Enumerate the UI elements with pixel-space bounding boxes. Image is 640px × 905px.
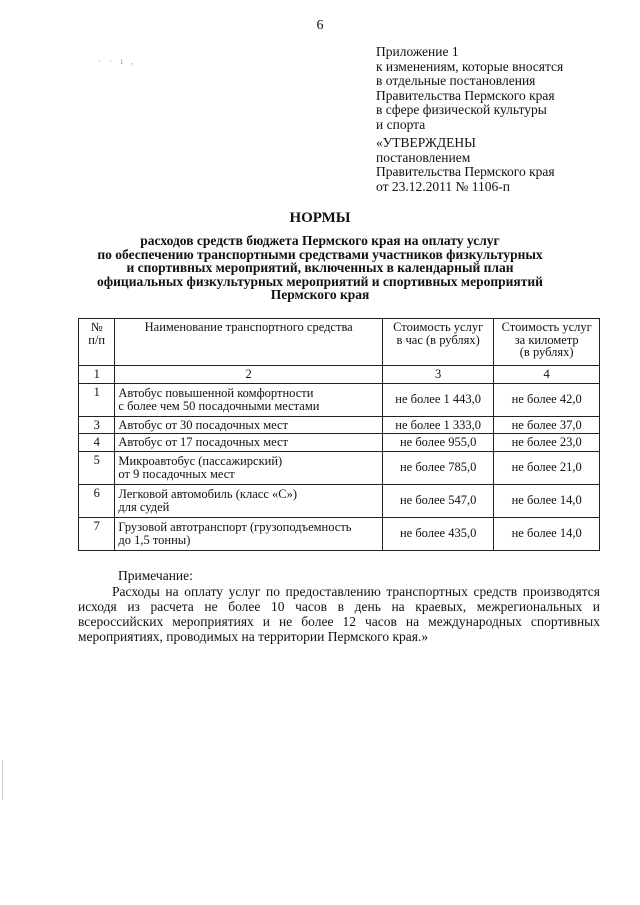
- km-cost-cell: не более 21,0: [494, 451, 600, 484]
- km-cost-cell: не более 42,0: [494, 383, 600, 416]
- scan-margin-mark: [2, 760, 3, 800]
- document-subtitle: [70, 234, 570, 302]
- vehicle-name-line: с более чем 50 посадочными местами: [118, 398, 320, 413]
- header-num-line: п/п: [88, 332, 106, 347]
- hour-cost-cell: не более 1 443,0: [382, 383, 493, 416]
- vehicle-name-cell: [115, 416, 383, 434]
- vehicle-name-cell: [115, 434, 383, 452]
- appendix-line: Приложение 1: [376, 44, 459, 59]
- km-cost-cell: не более 14,0: [494, 517, 600, 550]
- table-row: [79, 484, 600, 517]
- appendix-line: в отдельные постановления: [376, 73, 536, 88]
- header-km-line: за километр: [514, 332, 579, 347]
- vehicle-name-cell: [115, 484, 383, 517]
- vehicle-name-line: для судей: [118, 499, 170, 514]
- vehicle-name-cell: [115, 383, 383, 416]
- header-km-line: (в рублях): [519, 345, 574, 359]
- table-row: [79, 451, 600, 484]
- scan-specks: · · ı ,: [98, 56, 137, 66]
- hour-cost-cell: не более 785,0: [382, 451, 493, 484]
- header-hour-line: Стоимость услуг: [393, 320, 484, 334]
- appendix-line: Правительства Пермского края: [376, 87, 555, 103]
- table-row: [79, 383, 600, 416]
- table-row: [79, 416, 600, 434]
- subtitle-line: официальных физкультурных мероприятий и спортивных мероприятий: [97, 273, 543, 289]
- vehicle-name-line: Автобус повышенной комфортности: [118, 386, 314, 400]
- note-text: Расходы на оплату услуг по предоставлению транспортных средств производятся исходя из расчета не более 10 часов в день на краевых, межрегиональных и всероссийских мероприятиях и не более 12 часов на международных спортивных мероприятиях, проводимых на территории Пермского края.»: [78, 584, 600, 644]
- table-row: [79, 517, 600, 550]
- table-row: [79, 434, 600, 452]
- appendix-line: в сфере физической культуры: [376, 102, 547, 117]
- appendix-line: и спорта: [376, 116, 426, 132]
- row-number-cell: 1: [79, 383, 115, 416]
- vehicle-name-line: до 1,5 тонны): [118, 532, 191, 547]
- approval-line: постановлением: [376, 149, 471, 165]
- header-num: [79, 319, 115, 366]
- index-cell: 3: [382, 366, 493, 384]
- approval-block: [376, 136, 626, 194]
- subtitle-line: Пермского края: [270, 287, 370, 302]
- vehicle-name-line: Грузовой автотранспорт (грузоподъемность: [118, 520, 352, 534]
- vehicle-name-line: Легковой автомобиль (класс «С»): [118, 487, 297, 501]
- approval-line: Правительства Пермского края: [376, 164, 555, 179]
- row-number-cell: 7: [79, 517, 115, 550]
- note-heading: Примечание:: [118, 568, 193, 583]
- subtitle-line: расходов средств бюджета Пермского края на оплату услуг: [140, 233, 500, 248]
- header-hour-line: в час (в рублях): [396, 332, 480, 347]
- header-hour-cost: [382, 319, 493, 366]
- hour-cost-cell: не более 1 333,0: [382, 416, 493, 434]
- index-cell: 1: [79, 366, 115, 384]
- page-number: 6: [316, 18, 324, 33]
- header-name: [115, 319, 383, 366]
- row-number-cell: 3: [79, 416, 115, 434]
- row-number-cell: 4: [79, 434, 115, 452]
- row-number-cell: 5: [79, 451, 115, 484]
- norms-table: [78, 318, 600, 551]
- subtitle-line: по обеспечению транспортными средствами участников физкультурных: [97, 246, 543, 262]
- subtitle-line: и спортивных мероприятий, включенных в календарный план: [126, 260, 514, 275]
- vehicle-name-line: от 9 посадочных мест: [118, 466, 235, 481]
- appendix-line: к изменениям, которые вносятся: [376, 58, 564, 74]
- km-cost-cell: не более 37,0: [494, 416, 600, 434]
- header-num-line: №: [90, 320, 103, 334]
- km-cost-cell: не более 14,0: [494, 484, 600, 517]
- document-title: НОРМЫ: [289, 210, 351, 226]
- table-header-row: [79, 319, 600, 366]
- approval-line: «УТВЕРЖДЕНЫ: [376, 135, 476, 150]
- row-number-cell: 6: [79, 484, 115, 517]
- index-cell: 4: [494, 366, 600, 384]
- header-name-line: Наименование транспортного средства: [144, 320, 353, 334]
- vehicle-name-line: Автобус от 30 посадочных мест: [118, 417, 288, 432]
- appendix-block: [376, 45, 626, 132]
- hour-cost-cell: не более 955,0: [382, 434, 493, 452]
- vehicle-name-line: Автобус от 17 посадочных мест: [118, 435, 288, 449]
- column-index-row: [79, 366, 600, 384]
- vehicle-name-cell: [115, 451, 383, 484]
- hour-cost-cell: не более 435,0: [382, 517, 493, 550]
- header-km-line: Стоимость услуг: [501, 320, 592, 334]
- hour-cost-cell: не более 547,0: [382, 484, 493, 517]
- approval-line: от 23.12.2011 № 1106-п: [376, 178, 510, 194]
- km-cost-cell: не более 23,0: [494, 434, 600, 452]
- index-cell: 2: [115, 366, 383, 384]
- header-km-cost: [494, 319, 600, 366]
- vehicle-name-line: Микроавтобус (пассажирский): [118, 454, 283, 468]
- vehicle-name-cell: [115, 517, 383, 550]
